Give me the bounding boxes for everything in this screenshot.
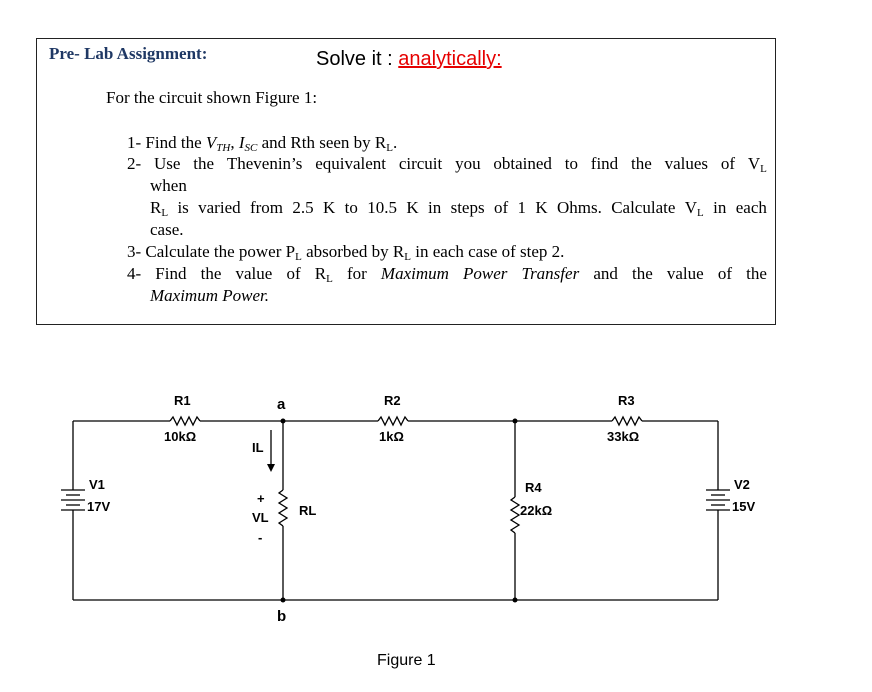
- r1-value: 10kΩ: [164, 429, 197, 444]
- isc-symbol: $I_{SC}$: [238, 133, 258, 154]
- node-a-label: a: [277, 396, 286, 413]
- r4-value: 22kΩ: [520, 503, 553, 518]
- r3-resistor: [612, 417, 642, 425]
- junction-dot: [513, 419, 518, 424]
- intro-text: For the circuit shown Figure 1:: [106, 88, 318, 107]
- task-item-4-cont: Maximum Power.: [150, 286, 269, 305]
- v1-label: V1: [89, 477, 105, 492]
- task-item-4: 4- Find the value of $R_L$ for Maximum Power Transfer and the value of the: [127, 264, 767, 285]
- r1-resistor: [170, 417, 200, 425]
- task-item-2-range: $R_L$ is varied from 2.5 K to 10.5 K in steps of 1 K Ohms. Calculate $V_L$ in each: [150, 198, 767, 219]
- task-item-1: 1- Find the $V_{TH}$, $I_{SC}$ and Rth seen by $R_L$.: [127, 133, 398, 154]
- assignment-title: Pre- Lab Assignment:: [49, 44, 208, 63]
- junction-dot: [281, 419, 286, 424]
- r2-label: R2: [384, 393, 401, 408]
- vth-symbol: $V_{TH}$: [205, 133, 231, 154]
- rl-resistor: [279, 490, 287, 526]
- v2-label: V2: [734, 477, 750, 492]
- vl-minus: -: [258, 530, 263, 545]
- figure-caption: Figure 1: [377, 652, 436, 669]
- rl-label: RL: [299, 503, 317, 518]
- r3-label: R3: [618, 393, 635, 408]
- r3-value: 33kΩ: [607, 429, 640, 444]
- r1-label: R1: [174, 393, 191, 408]
- r2-value: 1kΩ: [379, 429, 404, 444]
- task-item-2-cont: when: [150, 176, 187, 195]
- node-b-label: b: [277, 608, 287, 625]
- task-item-3: 3- Calculate the power $P_L$ absorbed by $R_L$ in each case of step 2.: [127, 242, 565, 263]
- vl-plus: +: [257, 491, 265, 506]
- solve-prefix: Solve it :: [316, 48, 399, 70]
- junction-dot: [513, 598, 518, 603]
- task-item-2: 2- Use the Thevenin’s equivalent circuit you obtained to find the values of $V_L$: [127, 154, 767, 175]
- task-item-2-end: case.: [150, 220, 184, 239]
- r4-label: R4: [525, 480, 542, 495]
- solve-emphasis: analytically:: [398, 48, 502, 70]
- r4-resistor: [511, 497, 519, 533]
- il-label: IL: [252, 440, 264, 455]
- v1-value: 17V: [87, 499, 111, 514]
- junction-dot: [281, 598, 286, 603]
- vl-label: VL: [252, 510, 269, 525]
- il-arrow-head: [267, 464, 275, 472]
- v2-value: 15V: [732, 499, 756, 514]
- r2-resistor: [378, 417, 408, 425]
